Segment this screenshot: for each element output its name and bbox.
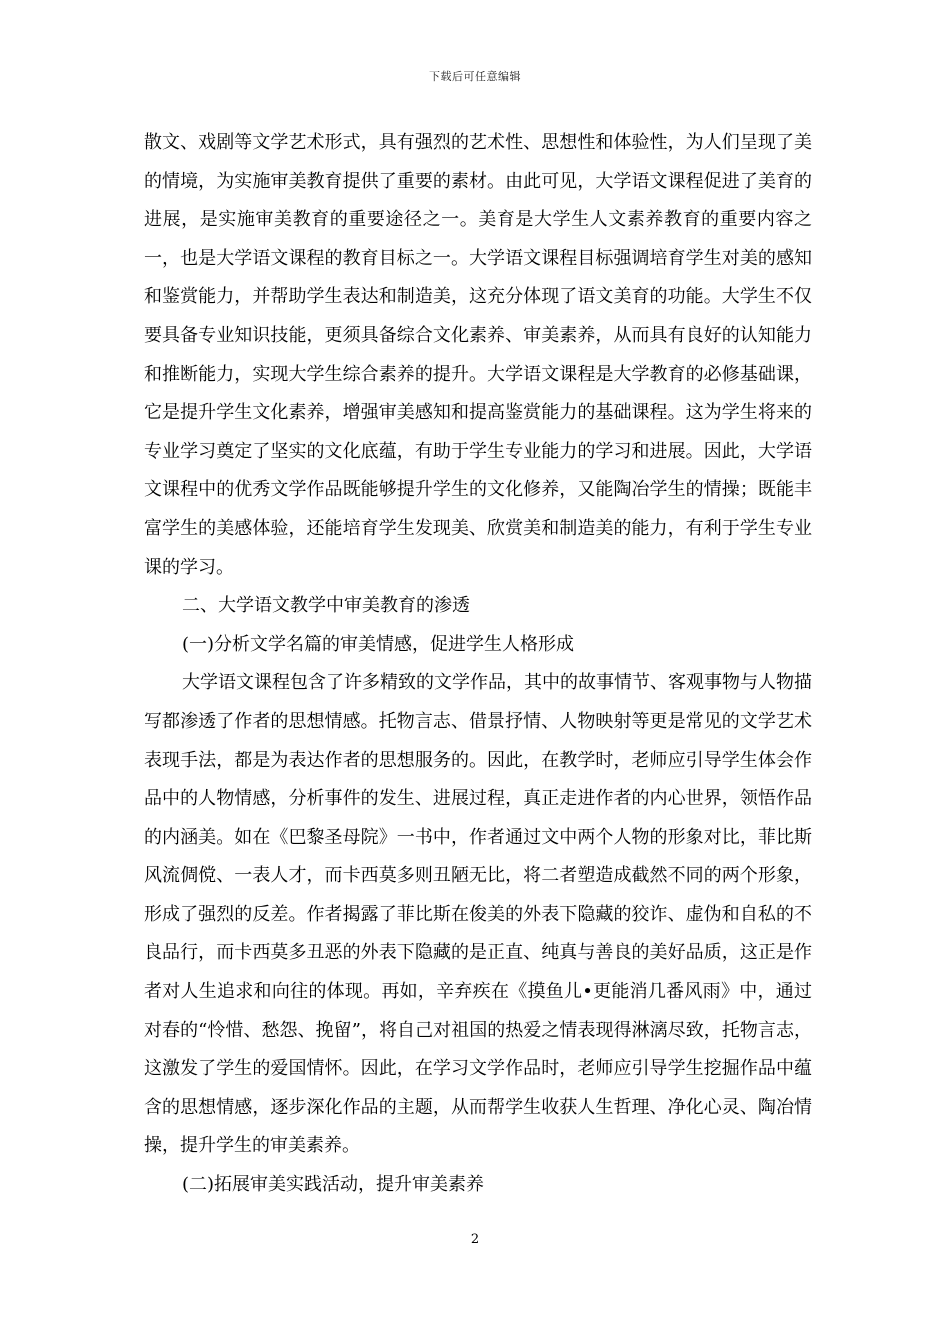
subsection-heading: (一)分析文学名篇的审美情感，促进学生人格形成 <box>182 633 575 655</box>
subsection-heading: (二)拓展审美实践活动，提升审美素养 <box>182 1174 485 1196</box>
page-header: 下载后可任意编辑 <box>429 70 521 83</box>
document-body <box>144 124 812 1205</box>
section-heading: 二、大学语文教学中审美教育的渗透 <box>182 595 470 617</box>
body-paragraph: 大学语文课程包含了许多精致的文学作品，其中的故事情节、客观事物与人物描写都渗透了作者的思想情感。托物言志、借景抒情、人物映射等更是常见的文学艺术表现手法，都是为表达作者的思想服务的。因此，在教学时，老师应引导学生体会作品中的人物情感，分析事件的发生、进展过程，真正走进作者的内心世界，领悟作品的内涵美。如在《巴黎圣母院》一书中，作者通过文中两个人物的形象对比，菲比斯风流倜傥、一表人才，而卡西莫多则丑陋无比，将二者塑造成截然不同的两个形象，形成了强烈的反差。作者揭露了菲比斯在俊美的外表下隐藏的狡诈、虚伪和自私的不良品行，而卡西莫多丑恶的外表下隐藏的是正直、纯真与善良的美好品质，这正是作者对人生追求和向往的体现。再如，辛弃疾在《摸鱼儿•更能消几番风雨》中，通过对春的“怜惜、愁怨、挽留”，将自己对祖国的热爱之情表现得淋漓尽致，托物言志，这激发了学生的爱国情怀。因此，在学习文学作品时，老师应引导学生挖掘作品中蕴含的思想情感，逐步深化作品的主题，从而帮学生收获人生哲理、净化心灵、陶冶情操，提升学生的审美素养。 <box>144 672 812 1157</box>
page-number: 2 <box>470 1232 480 1247</box>
body-paragraph: 散文、戏剧等文学艺术形式，具有强烈的艺术性、思想性和体验性，为人们呈现了美的情境，为实施审美教育提供了重要的素材。由此可见，大学语文课程促进了美育的进展，是实施审美教育的重要途径之一。美育是大学生人文素养教育的重要内容之一，也是大学语文课程的教育目标之一。大学语文课程目标强调培育学生对美的感知和鉴赏能力，并帮助学生表达和制造美，这充分体现了语文美育的功能。大学生不仅要具备专业知识技能，更须具备综合文化素养、审美素养，从而具有良好的认知能力和推断能力，实现大学生综合素养的提升。大学语文课程是大学教育的必修基础课，它是提升学生文化素养，增强审美感知和提高鉴赏能力的基础课程。这为学生将来的专业学习奠定了坚实的文化底蕴，有助于学生专业能力的学习和进展。因此，大学语文课程中的优秀文学作品既能够提升学生的文化修养，又能陶冶学生的情操；既能丰富学生的美感体验，还能培育学生发现美、欣赏美和制造美的能力，有利于学生专业课的学习。 <box>144 132 812 578</box>
